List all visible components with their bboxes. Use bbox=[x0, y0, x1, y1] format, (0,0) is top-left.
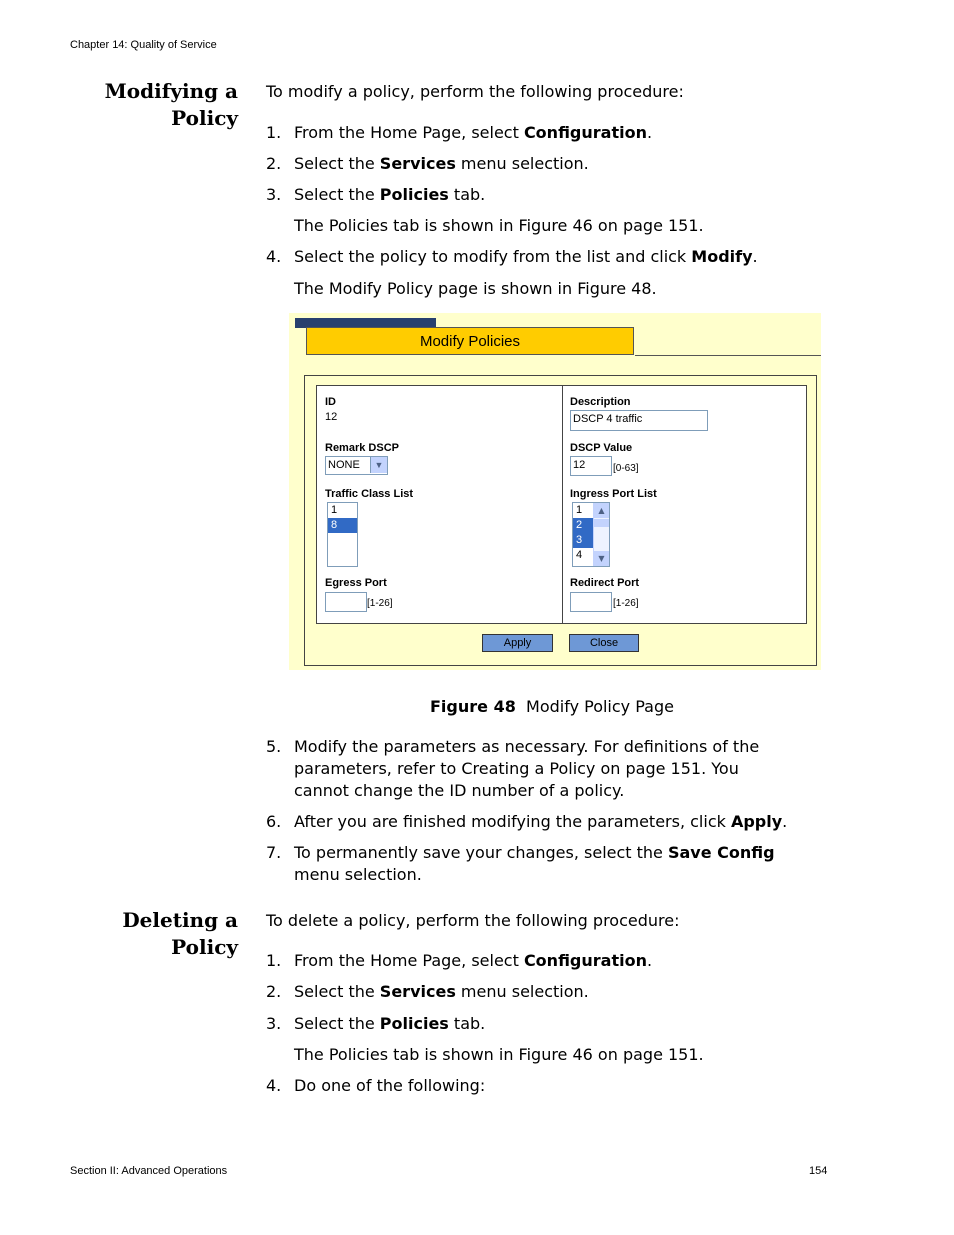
chevron-up-icon[interactable]: ▲ bbox=[594, 503, 609, 518]
chevron-down-icon[interactable]: ▼ bbox=[594, 551, 609, 566]
step-number: 6. bbox=[266, 812, 282, 831]
step-number: 2. bbox=[266, 154, 282, 173]
heading-line-2: Policy bbox=[171, 106, 238, 130]
step-text: Do one of the following: bbox=[294, 1076, 486, 1095]
tab-modify-policies[interactable]: Modify Policies bbox=[306, 327, 634, 355]
ingress-port-label: Ingress Port List bbox=[570, 488, 657, 500]
description-input[interactable]: DSCP 4 traffic bbox=[570, 410, 708, 431]
step-text: Select the policy to modify from the list and click Modify. bbox=[294, 247, 758, 266]
dscp-value-label: DSCP Value bbox=[570, 442, 633, 454]
scrollbar[interactable] bbox=[593, 503, 609, 566]
list-item[interactable]: 4 bbox=[576, 549, 583, 561]
heading-line-1: Modifying a bbox=[104, 79, 238, 103]
footer-section: Section II: Advanced Operations bbox=[70, 1165, 228, 1177]
id-value: 12 bbox=[325, 411, 338, 423]
step-number: 3. bbox=[266, 1014, 282, 1033]
step-number: 1. bbox=[266, 951, 282, 970]
figure-caption: Figure 48 Modify Policy Page bbox=[430, 697, 674, 716]
redirect-range: [1-26] bbox=[613, 598, 639, 609]
step-text: Select the Policies tab. bbox=[294, 185, 486, 204]
list-item[interactable]: 1 bbox=[576, 504, 583, 516]
list-item[interactable]: 8 bbox=[328, 518, 357, 533]
egress-range: [1-26] bbox=[367, 598, 393, 609]
intro-modify: To modify a policy, perform the following procedure: bbox=[266, 82, 684, 101]
step-number: 4. bbox=[266, 1076, 282, 1095]
list-item[interactable]: 2 bbox=[573, 518, 593, 533]
tab-underline bbox=[635, 355, 821, 356]
step-note: The Modify Policy page is shown in Figure 48. bbox=[294, 279, 657, 298]
step-text: Modify the parameters as necessary. For definitions of the parameters, refer to Creating a Policy on page 151. You cannot change the ID number of a policy. bbox=[294, 737, 760, 800]
egress-port-label: Egress Port bbox=[325, 577, 387, 589]
list-item[interactable]: 3 bbox=[573, 533, 593, 548]
step-text: From the Home Page, select Configuration. bbox=[294, 951, 653, 970]
step-text: After you are finished modifying the parameters, click Apply. bbox=[294, 812, 788, 831]
chapter-header: Chapter 14: Quality of Service bbox=[70, 39, 217, 51]
step-number: 5. bbox=[266, 737, 282, 756]
step-note: The Policies tab is shown in Figure 46 on page 151. bbox=[294, 216, 704, 235]
step-number: 2. bbox=[266, 982, 282, 1001]
step-number: 1. bbox=[266, 123, 282, 142]
id-label: ID bbox=[325, 396, 336, 408]
list-item[interactable]: 1 bbox=[331, 504, 338, 516]
step-text: Select the Services menu selection. bbox=[294, 982, 589, 1001]
page-number: 154 bbox=[809, 1165, 828, 1177]
step-number: 7. bbox=[266, 843, 282, 862]
modify-policy-figure bbox=[289, 313, 821, 670]
section-heading-deleting: Deleting a Policy bbox=[122, 908, 238, 959]
step-text: From the Home Page, select Configuration. bbox=[294, 123, 653, 142]
column-divider bbox=[562, 386, 563, 623]
description-label: Description bbox=[570, 396, 631, 408]
chevron-down-icon[interactable]: ▼ bbox=[370, 457, 387, 473]
egress-port-input[interactable] bbox=[325, 592, 367, 612]
traffic-class-label: Traffic Class List bbox=[325, 488, 414, 500]
step-text: To permanently save your changes, select the Save Config menu selection. bbox=[294, 843, 775, 884]
redirect-port-input[interactable] bbox=[570, 592, 612, 612]
dscp-value-input[interactable]: 12 bbox=[570, 456, 612, 476]
redirect-port-label: Redirect Port bbox=[570, 577, 640, 589]
intro-delete: To delete a policy, perform the following procedure: bbox=[266, 911, 680, 930]
step-text: Select the Services menu selection. bbox=[294, 154, 589, 173]
close-button[interactable]: Close bbox=[569, 634, 639, 652]
remark-dscp-select[interactable]: NONE ▼ bbox=[325, 456, 388, 475]
traffic-class-list[interactable] bbox=[327, 502, 358, 567]
step-text: Select the Policies tab. bbox=[294, 1014, 486, 1033]
step-number: 3. bbox=[266, 185, 282, 204]
section-heading-modifying bbox=[90, 78, 238, 132]
step-number: 4. bbox=[266, 247, 282, 266]
step-note: The Policies tab is shown in Figure 46 on page 151. bbox=[294, 1045, 704, 1064]
apply-button[interactable]: Apply bbox=[482, 634, 553, 652]
dscp-range: [0-63] bbox=[613, 463, 639, 474]
form-panel bbox=[304, 375, 817, 666]
remark-dscp-label: Remark DSCP bbox=[325, 442, 399, 454]
ingress-port-list[interactable] bbox=[572, 502, 610, 567]
form-fields bbox=[316, 385, 807, 624]
scroll-thumb[interactable] bbox=[594, 519, 609, 527]
